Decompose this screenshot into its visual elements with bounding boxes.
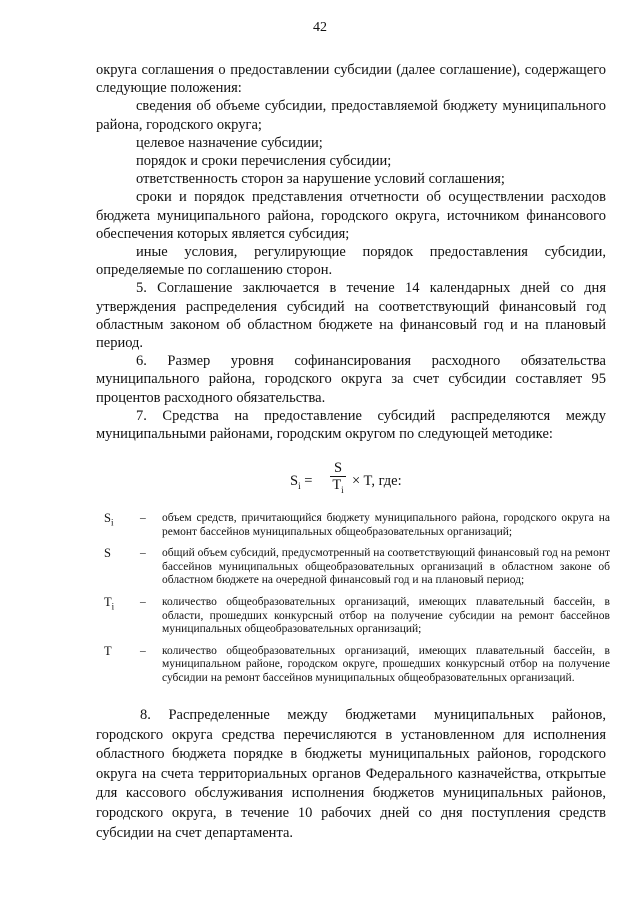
- definition-dash: –: [140, 512, 146, 524]
- paragraph: 5. Соглашение заключается в течение 14 календарных дней со дня утверждения распределения субсидий на соответствующий финансовый год областным законом об областном бюджете на финансовый год и на плановый период.: [96, 280, 606, 352]
- definition-symbol: [104, 547, 140, 588]
- definition-row: [104, 596, 610, 637]
- definition-row: [104, 512, 610, 539]
- definition-symbol-letter: S: [104, 546, 111, 561]
- definition-symbol: [104, 596, 140, 637]
- definition-symbol-subscript: i: [111, 601, 115, 612]
- distribution-formula: [290, 460, 450, 500]
- formula-lhs-subscript: i: [298, 480, 301, 491]
- paragraph: сведения об объеме субсидии, предоставляемой бюджету муниципального района, городского округа;: [96, 98, 606, 133]
- paragraph: иные условия, регулирующие порядок предоставления субсидии, определяемые по соглашению сторон.: [96, 244, 606, 279]
- formula-lhs: [290, 473, 312, 491]
- definition-dash: –: [140, 595, 146, 608]
- definition-dash: –: [140, 644, 146, 657]
- paragraph: сроки и порядок представления отчетности об осуществлении расходов бюджета муниципального района, городского округа, источником финансового обеспечения которых является субсидия;: [96, 189, 606, 242]
- definition-symbol: [104, 645, 140, 686]
- formula-numerator: S: [330, 460, 346, 477]
- definition-symbol-subscript: i: [110, 517, 114, 528]
- definition-dash: –: [140, 547, 146, 560]
- formula-rhs: × T, где:: [352, 473, 402, 489]
- definition-row: [104, 645, 610, 686]
- formula-denominator: [330, 477, 346, 498]
- paragraph: ответственность сторон за нарушение условий соглашения;: [136, 171, 505, 188]
- definition-text: общий объем субсидий, предусмотренный на соответствующий финансовый год на ремонт бассейнов муниципальных общеобразовательных организаций в областном законе об областном бюджете на очередной финансовый год и на плановый период;: [162, 547, 610, 587]
- paragraph: 7. Средства на предоставление субсидий распределяются между муниципальными районами, городским округом по следующей методике:: [96, 407, 606, 443]
- definition-text: количество общеобразовательных организаций, имеющих плавательный бассейн, в области, прошедших конкурсный отбор на получение субсидии на ремонт бассейнов муниципальных общеобразовательных организаций;: [162, 595, 610, 636]
- definition-symbol: [104, 512, 140, 539]
- formula-denominator-subscript: i: [341, 484, 344, 495]
- definitions-list: [104, 512, 610, 694]
- definition-text: объем средств, причитающийся бюджету муниципального района, городского округа на ремонт бассейнов муниципальных общеобразовательных организаций;: [162, 512, 610, 538]
- page-number: 42: [313, 20, 327, 35]
- paragraph-8: 8. Распределенные между бюджетами муниципальных районов, городского округа средства перечисляются в установленном для исполнения областного бюджета порядке в бюджеты муниципальных районов, городского округа на счета территориальных органов Федерального казначейства, открытые для кассового обслуживания исполнения бюджетов муниципальных районов, городского округа, в течение 10 рабочих дней со дня поступления средств субсидии на счет департамента.: [96, 707, 606, 841]
- main-text-block: [96, 61, 606, 443]
- formula-fraction: [330, 460, 346, 498]
- formula-lhs-symbol: S: [290, 473, 299, 489]
- paragraph: 6. Размер уровня софинансирования расходного обязательства муниципального района, городского округа за счет субсидии составляет 95 процентов расходного обязательства.: [96, 353, 606, 406]
- paragraph: целевое назначение субсидии;: [136, 134, 323, 151]
- paragraph: порядок и сроки перечисления субсидии;: [136, 153, 392, 170]
- definition-symbol-letter: T: [104, 594, 112, 609]
- definition-text: количество общеобразовательных организаций, имеющих плавательный бассейн, в муниципальном районе, городском округе, прошедших конкурсный отбор на получение субсидии на ремонт бассейнов муниципальных общеобразовательных организаций.: [162, 644, 610, 684]
- paragraph: округа соглашения о предоставлении субсидии (далее соглашение), содержащего следующие положения:: [96, 62, 606, 97]
- definition-row: [104, 547, 610, 588]
- formula-equals: =: [300, 473, 313, 489]
- definition-symbol-letter: S: [104, 511, 111, 525]
- definition-symbol-letter: T: [104, 643, 112, 658]
- formula-denominator-symbol: T: [332, 477, 342, 493]
